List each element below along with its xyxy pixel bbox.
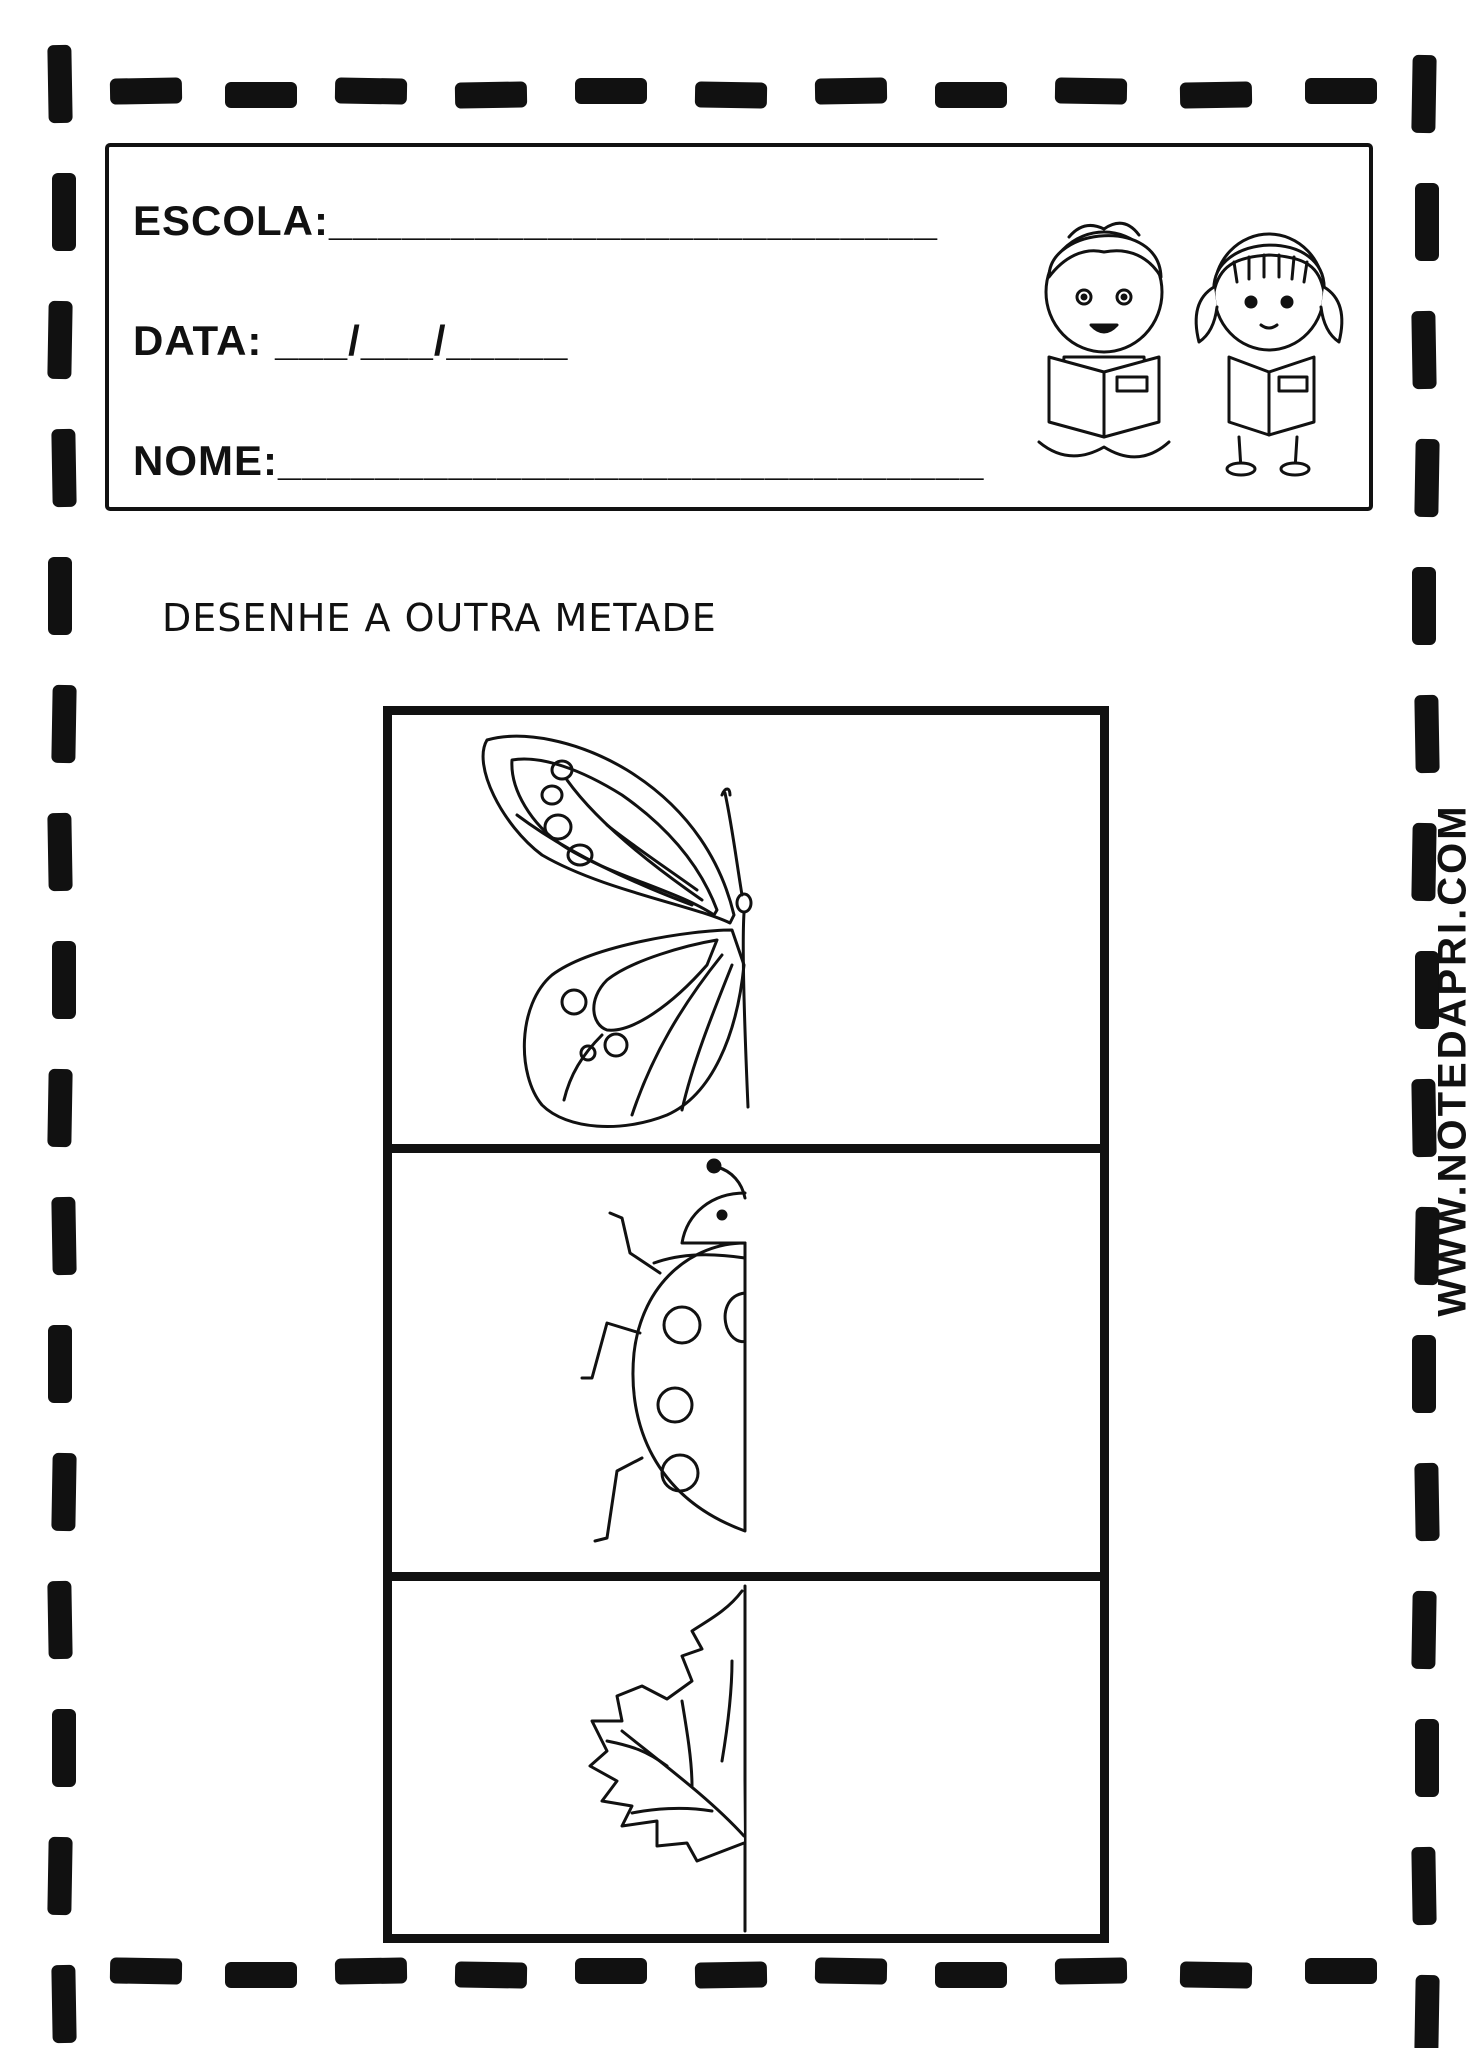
border-dash — [48, 557, 72, 635]
border-dash — [935, 1962, 1007, 1988]
border-dash — [48, 1325, 72, 1403]
border-dash — [1412, 567, 1436, 645]
border-dash — [1411, 1591, 1436, 1669]
student-info-box — [105, 143, 1373, 511]
border-dash — [1305, 78, 1377, 104]
border-dash — [1414, 439, 1439, 517]
kids-reading-illustration — [1009, 207, 1359, 477]
border-dash — [1180, 1961, 1252, 1988]
half-ladybug-icon — [392, 1153, 1100, 1572]
border-dash — [815, 1957, 887, 1984]
panel-divider — [392, 1144, 1100, 1153]
border-dash — [110, 1957, 182, 1984]
border-dash — [52, 941, 76, 1019]
border-dash — [51, 429, 76, 507]
border-dash — [455, 1961, 527, 1988]
border-dash — [47, 1837, 72, 1915]
border-dash — [1055, 1957, 1127, 1984]
border-dash — [110, 77, 182, 104]
border-dash — [47, 301, 72, 379]
border-dash — [1414, 1975, 1439, 2048]
nome-field[interactable]: NOME:_____________________________ — [133, 437, 985, 484]
border-dash — [51, 1965, 76, 2043]
half-butterfly-icon — [392, 715, 1100, 1144]
instruction-text: DESENHE A OUTRA METADE — [162, 596, 717, 640]
border-dash — [1411, 311, 1436, 389]
border-dash — [455, 81, 527, 108]
border-dash — [225, 1962, 297, 1988]
border-dash — [1414, 695, 1439, 773]
border-dash — [695, 81, 767, 108]
ladybug-panel[interactable] — [392, 1153, 1100, 1572]
border-dash — [1411, 1847, 1436, 1925]
border-dash — [52, 173, 76, 251]
girl-reading-icon — [1196, 234, 1342, 475]
data-field[interactable]: DATA: ___/___/_____ — [133, 317, 569, 364]
border-dash — [47, 45, 72, 123]
border-dash — [51, 685, 76, 763]
border-dash — [51, 1197, 76, 1275]
border-dash — [1414, 1463, 1439, 1541]
border-dash — [1180, 81, 1252, 108]
border-dash — [1415, 183, 1439, 261]
border-dash — [225, 82, 297, 108]
leaf-panel[interactable] — [392, 1581, 1100, 1934]
border-dash — [575, 78, 647, 104]
border-dash — [1305, 1958, 1377, 1984]
border-dash — [47, 813, 72, 891]
butterfly-panel[interactable] — [392, 715, 1100, 1144]
border-dash — [335, 77, 407, 104]
border-dash — [51, 1453, 76, 1531]
panel-divider — [392, 1572, 1100, 1581]
border-dash — [1055, 77, 1127, 104]
half-leaf-icon — [392, 1581, 1100, 1934]
boy-reading-icon — [1039, 223, 1169, 457]
border-dash — [1411, 55, 1436, 133]
border-dash — [47, 1069, 72, 1147]
border-dash — [815, 77, 887, 104]
border-dash — [335, 1957, 407, 1984]
website-watermark: WWW.NOTEDAPRI.COM — [1430, 803, 1475, 1317]
border-dash — [695, 1961, 767, 1988]
border-dash — [1415, 1719, 1439, 1797]
border-dash — [47, 1581, 72, 1659]
border-dash — [52, 1709, 76, 1787]
drawing-panels-frame — [383, 706, 1109, 1943]
border-dash — [935, 82, 1007, 108]
border-dash — [1412, 1335, 1436, 1413]
border-dash — [575, 1958, 647, 1984]
escola-field[interactable]: ESCOLA:_________________________ — [133, 197, 938, 244]
